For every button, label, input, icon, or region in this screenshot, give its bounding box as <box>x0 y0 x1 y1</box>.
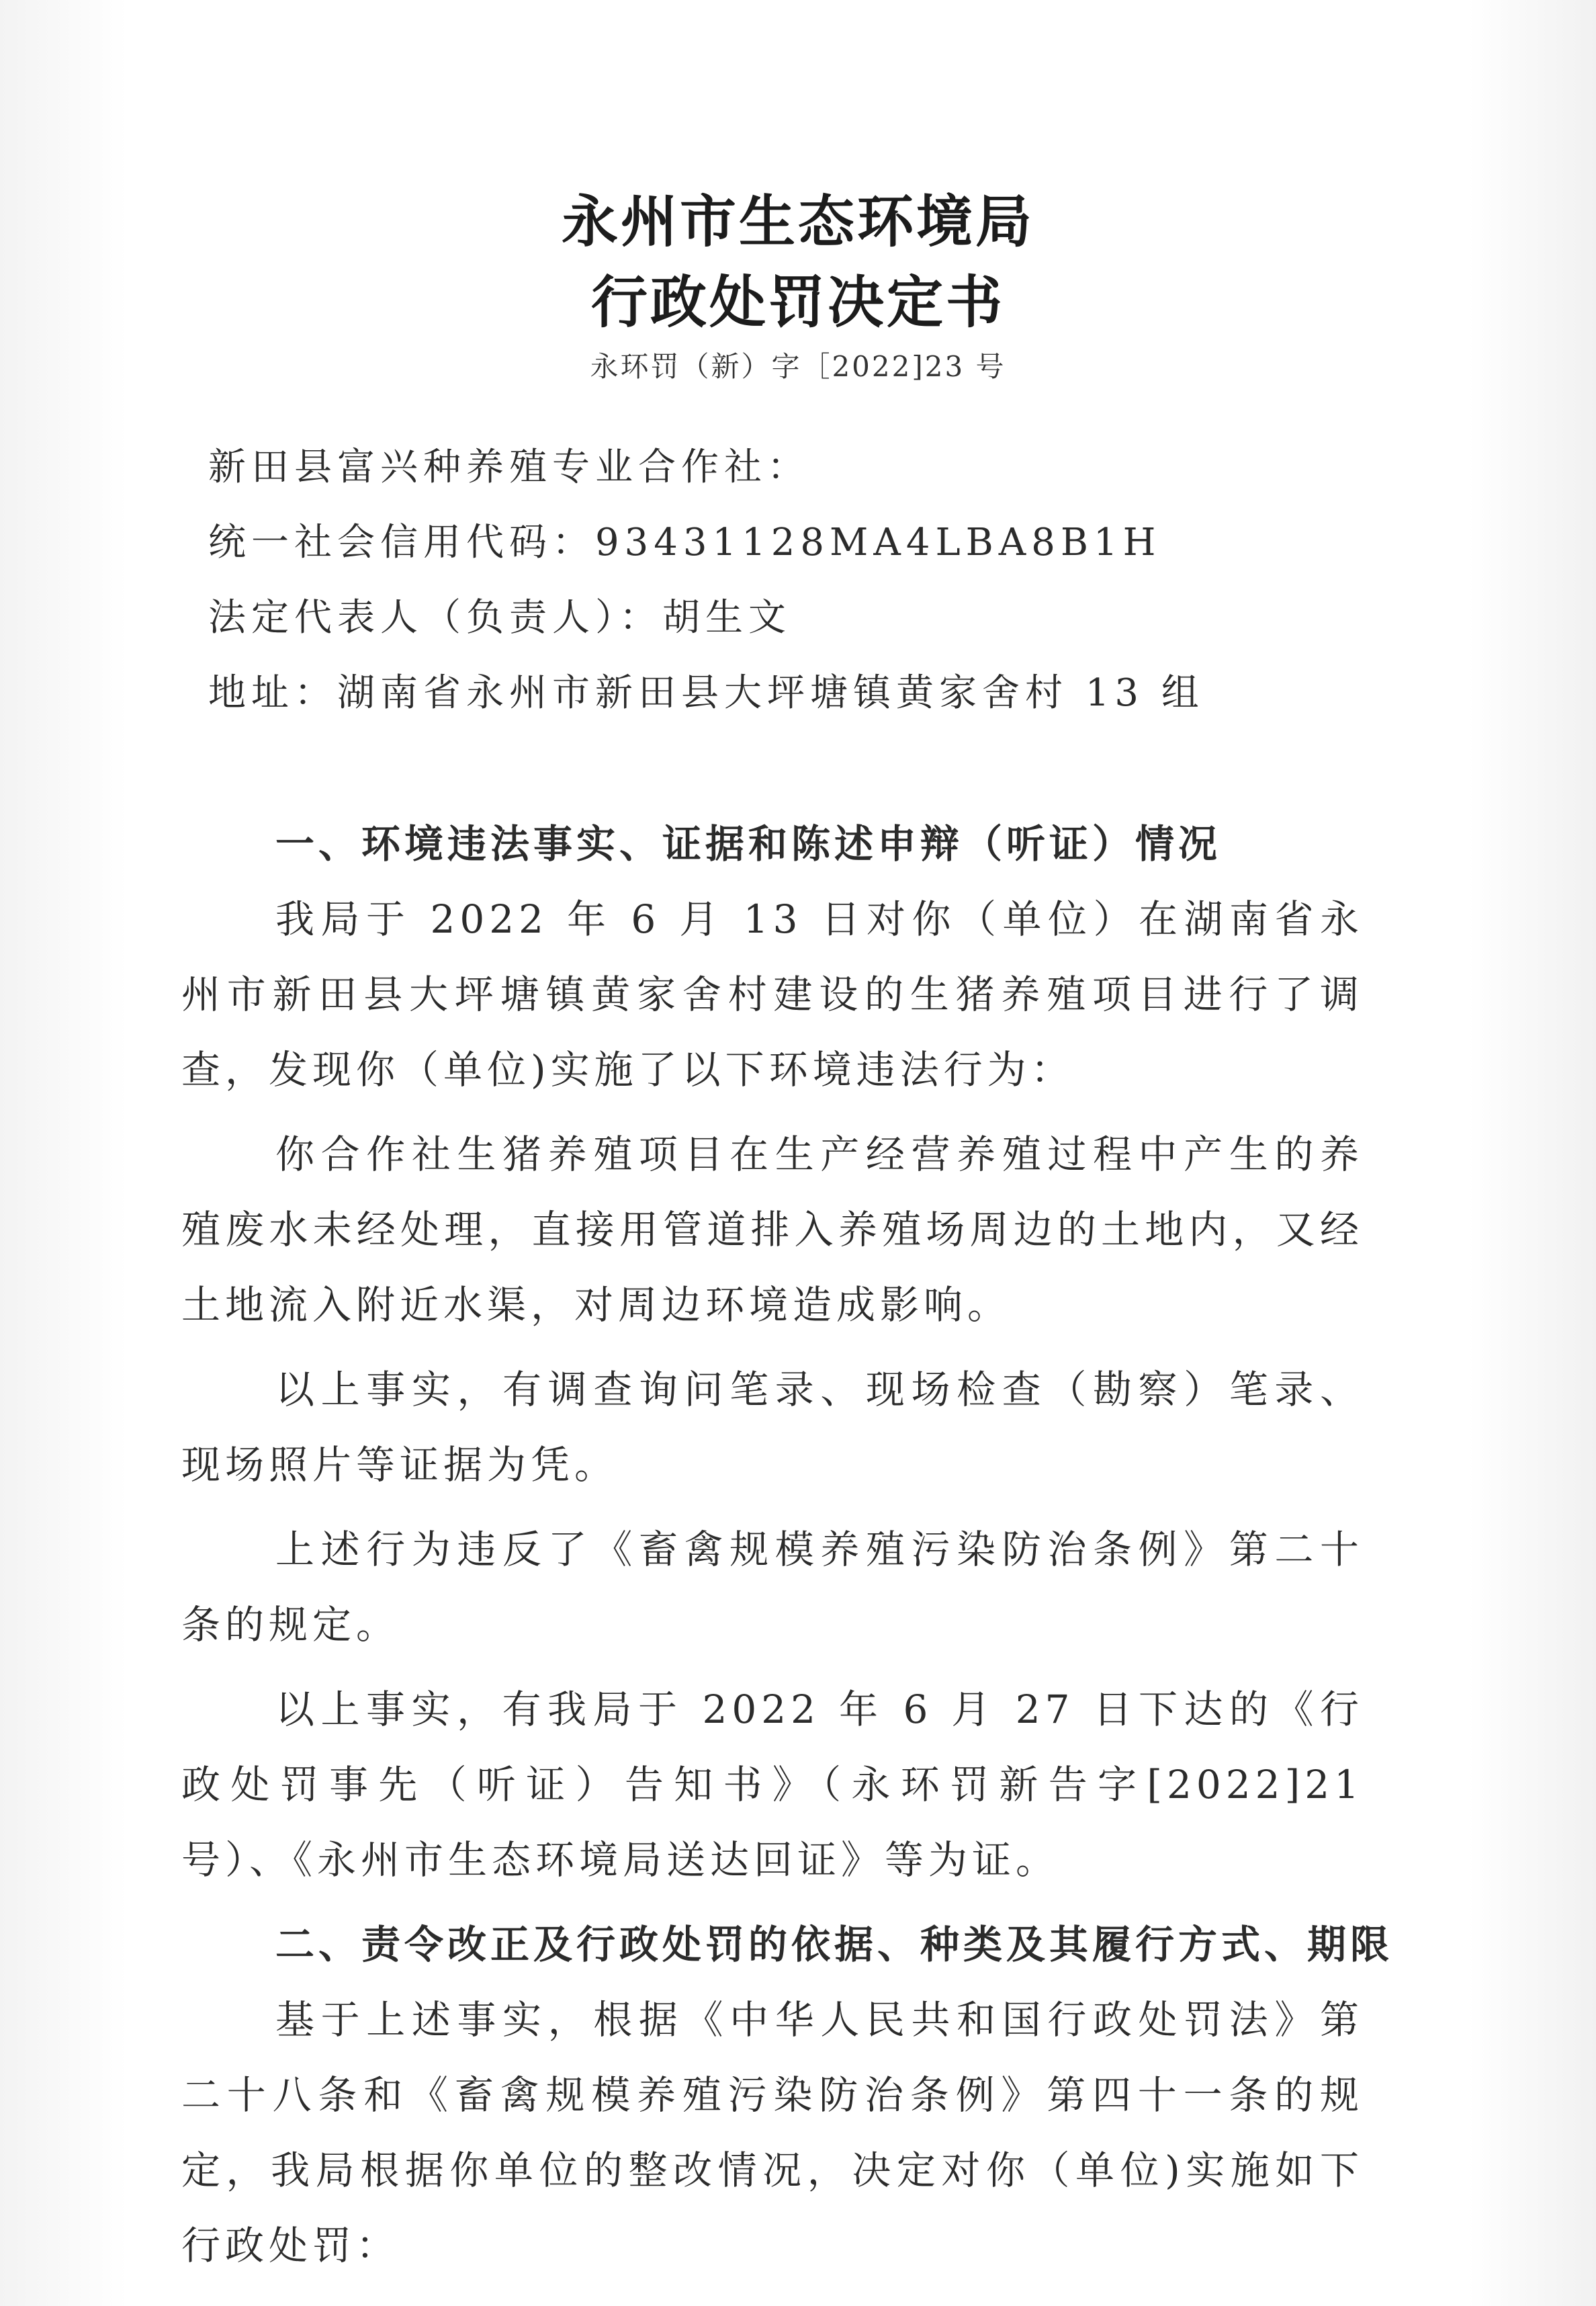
document-number: 永环罚（新）字［2022]23 号 <box>590 350 1006 383</box>
section-1-paragraph: 上述行为违反了《畜禽规模养殖污染防治条例》第二十条的规定。 <box>181 1527 1364 1648</box>
legal-representative: 法定代表人（负责人）：胡生文 <box>208 596 791 640</box>
addressee-name: 新田县富兴种养殖专业合作社： <box>208 445 810 489</box>
document-body <box>181 806 1394 2283</box>
credit-code: 统一社会信用代码：93431128MA4LBA8B1H <box>208 521 1161 564</box>
document-title: 行政处罚决定书 <box>590 269 1005 335</box>
addressee-address: 地址：湖南省永州市新田县大坪塘镇黄家舍村 13 组 <box>208 671 1204 715</box>
section-1-paragraph: 我局于 2022 年 6 月 13 日对你（单位）在湖南省永州市新田县大坪塘镇黄家舍村建设的生猪养殖项目进行了调查，发现你（单位)实施了以下环境违法行为： <box>181 896 1364 1093</box>
section-1-paragraph: 你合作社生猪养殖项目在生产经营养殖过程中产生的养殖废水未经处理，直接用管道排入养殖场周边的土地内，又经土地流入附近水渠，对周边环境造成影响。 <box>181 1131 1364 1328</box>
section-1-paragraph: 以上事实，有调查询问笔录、现场检查（勘察）笔录、现场照片等证据为凭。 <box>181 1367 1364 1488</box>
agency-title: 永州市生态环境局 <box>561 189 1034 255</box>
addressee-block <box>208 430 1417 731</box>
section-1-heading: 一、环境违法事实、证据和陈述申辩（听证）情况 <box>275 821 1222 867</box>
section-1-paragraph: 以上事实，有我局于 2022 年 6 月 27 日下达的《行政处罚事先（听证）告知书》（永环罚新告字[2022]21 号）、《永州市生态环境局送达回证》等为证。 <box>181 1686 1364 1883</box>
section-2-paragraph: 基于上述事实，根据《中华人民共和国行政处罚法》第二十八条和《畜禽规模养殖污染防治条例》第四十一条的规定，我局根据你单位的整改情况，决定对你（单位)实施如下行政处罚： <box>181 1997 1364 2268</box>
document-header <box>0 181 1596 387</box>
section-2-heading: 二、责令改正及行政处罚的依据、种类及其履行方式、期限 <box>275 1922 1394 1967</box>
